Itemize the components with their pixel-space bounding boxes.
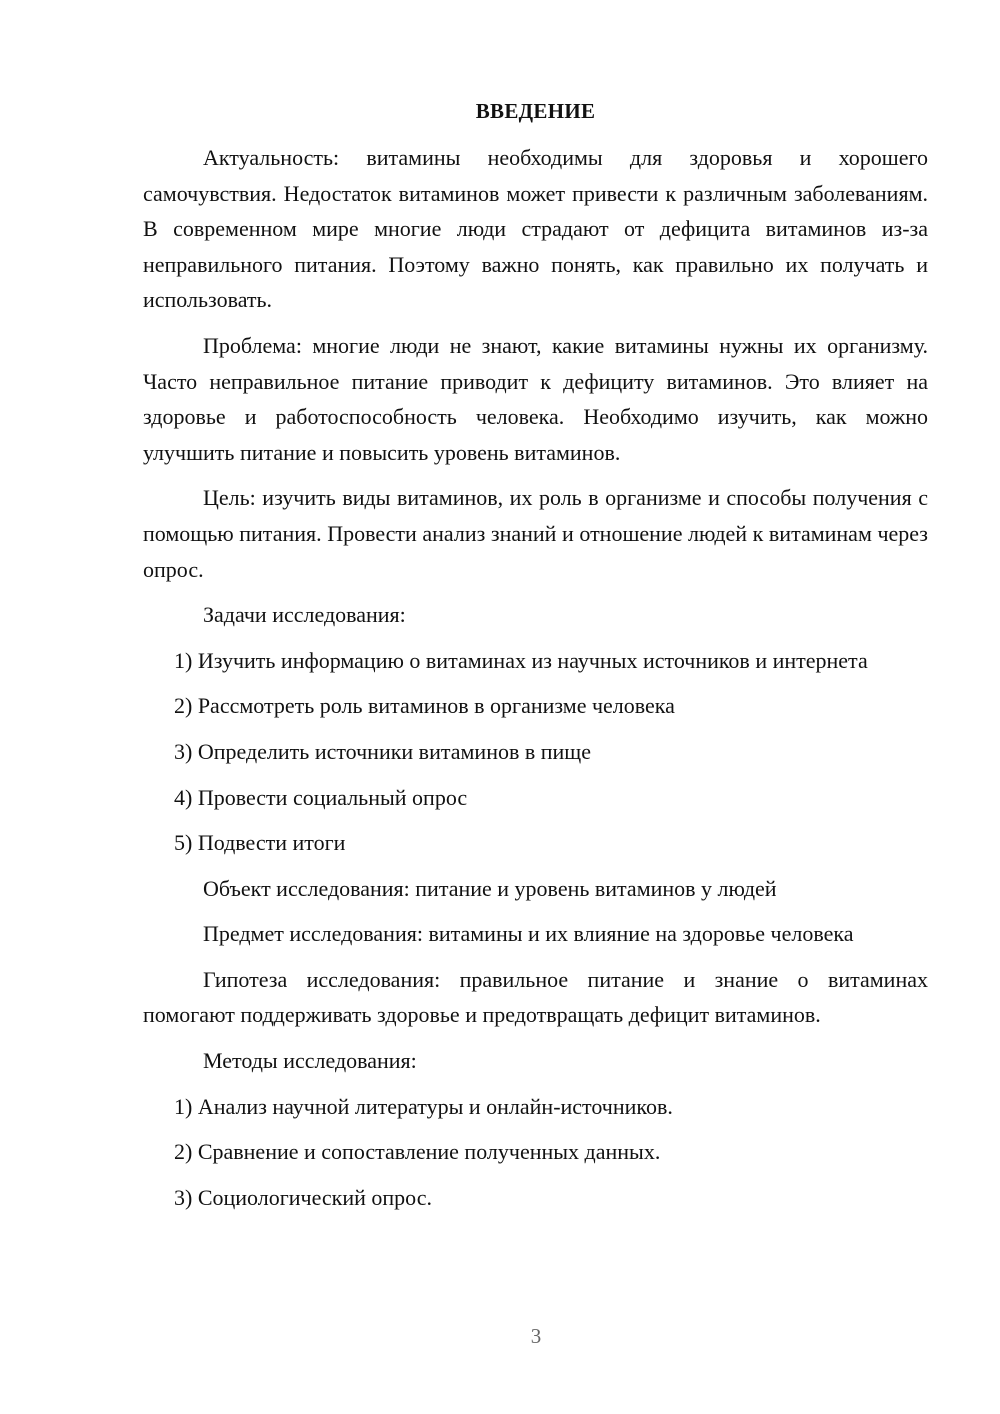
page-number: 3 [530,1324,542,1348]
hypothesis-paragraph: Гипотеза исследования: правильное питание и знание о витаминах помогают поддерживать здоровье и предотвращать дефицит витаминов. [143,966,928,1028]
problem-paragraph: Проблема: многие люди не знают, какие витамины нужны их организму. Часто неправильное питание приводит к дефициту витаминов. Это влияет на здоровье и работоспособность человека. Необходимо изучить, как можно улучшить питание и повысить уровень витаминов. [143,332,928,465]
method-item: 2) Сравнение и сопоставление полученных данных. [174,1139,661,1165]
task-item: 4) Провести социальный опрос [174,784,468,810]
object-paragraph: Объект исследования: питание и уровень витаминов у людей [203,875,777,901]
task-item: 5) Подвести итоги [174,830,346,856]
methods-title: Методы исследования: [203,1048,417,1074]
page-heading: ВВЕДЕНИЕ [475,99,596,123]
task-item: 2) Рассмотреть роль витаминов в организме человека [174,693,675,719]
goal-paragraph: Цель: изучить виды витаминов, их роль в организме и способы получения с помощью питания. Провести анализ знаний и отношение людей к витаминам через опрос. [143,485,928,582]
subject-paragraph: Предмет исследования: витамины и их влияние на здоровье человека [203,921,854,947]
method-item: 1) Анализ научной литературы и онлайн-источников. [174,1093,673,1119]
task-item: 1) Изучить информацию о витаминах из научных источников и интернета [174,647,868,673]
page-content [143,96,928,1215]
task-item: 3) Определить источники витаминов в пище [174,738,591,764]
tasks-title: Задачи исследования: [203,602,406,628]
relevance-paragraph: Актуальность: витамины необходимы для здоровья и хорошего самочувствия. Недостаток витаминов может привести к различным заболеваниям. В современном мире многие люди страдают от дефицита витаминов из-за неправильного питания. Поэтому важно понять, как правильно их получать и использовать. [143,145,928,313]
method-item: 3) Социологический опрос. [174,1184,432,1210]
